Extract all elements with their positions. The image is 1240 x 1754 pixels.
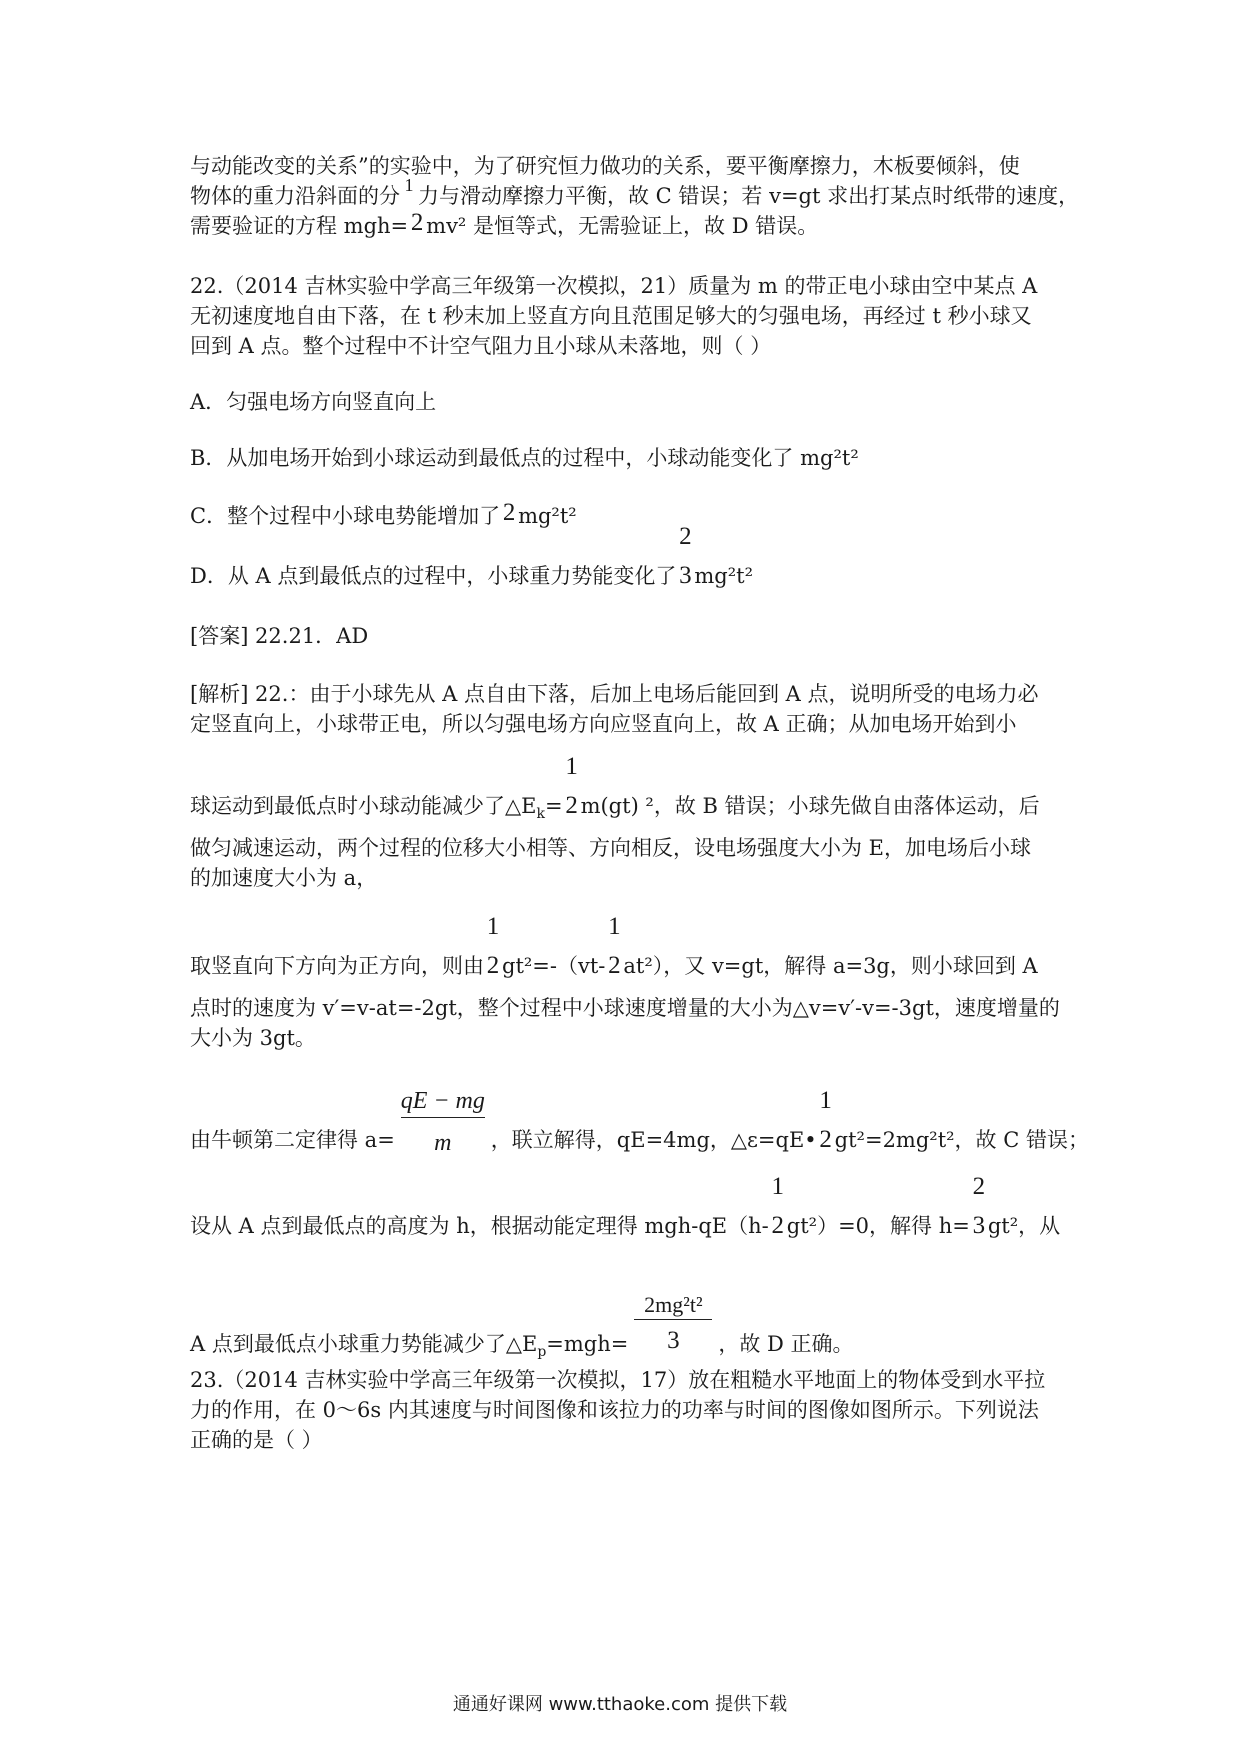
analysis-line-11: A 点到最低点小球重力势能减少了$\triangle E_p=mgh=$ $\frac{\text{2mg²t²}}{3}$ ，故 D 正确。 [190, 1292, 854, 1361]
page-footer: 通通好课网 www.tthaoke.com 提供下载 [452, 1694, 788, 1715]
option-c: C．整个过程中小球电势能增加了 2 mg²t² [190, 499, 577, 528]
analysis-line-2: 定竖直向上，小球带正电，所以匀强电场方向应竖直向上，故 A 正确；从加电场开始到小 [190, 712, 1017, 736]
fraction-c: 2 [502, 499, 516, 526]
question-22-line-3: 回到 A 点。整个过程中不计空气阻力且小球从未落地，则（ ） [190, 334, 772, 358]
fraction-half-4: 1 2 [771, 1173, 785, 1239]
fraction-half-denominator: 2 [410, 209, 424, 236]
question-23-line-2: 力的作用，在 0～6s 内其速度与时间图像和该拉力的功率与时间的图像如图所示。下列说法 [190, 1398, 1039, 1422]
analysis-line-3: 球运动到最低点时小球动能减少了$\triangle E_k=$ 1 2 m(gt) ²，故 B 错误；小球先做自由落体运动，后 [190, 753, 1040, 823]
question-23-line-1: 23.（2014 吉林实验中学高三年级第一次模拟，17）放在粗糙水平地面上的物体受到水平拉 [190, 1368, 1046, 1392]
answer-line: [答案] 22.21．AD [190, 624, 369, 648]
analysis-line-5: 的加速度大小为 a， [190, 866, 378, 890]
fraction-half-1: 1 2 [486, 913, 500, 979]
question-22-line-1: 22.（2014 吉林实验中学高三年级第一次模拟，21）质量为 m 的带正电小球由空中某点 A [190, 274, 1038, 298]
analysis-line-6: 取竖直向下方向为正方向，则由 1 2 gt²=-（vt- 1 2 at²），又 v=gt，解得 a=3g，则小球回到 A [190, 913, 1038, 979]
intro-line-1: 与动能改变的关系”的实验中，为了研究恒力做功的关系，要平衡摩擦力，木板要倾斜，使 [190, 154, 1020, 178]
analysis-line-4: 做匀减速运动，两个过程的位移大小相等、方向相反，设电场强度大小为 E，加电场后小球 [190, 836, 1032, 860]
analysis-line-9: 由牛顿第二定律得 a= $\frac{qE - mg}{m}$ ，联立解得，qE=4mg，△ε=qE• 1 2 gt²=2mg²t²，故 C 错误； [190, 1087, 1089, 1156]
fraction-two-thirds-2: 2 3 [972, 1173, 986, 1239]
fraction-2mg2t2-over-3: $\frac{\text{2mg²t²}}{3}$ [628, 1331, 718, 1351]
question-22-line-2: 无初速度地自由下落，在 t 秒末加上竖直方向且范围足够大的匀强电场，再经过 t 秒小球又 [190, 304, 1032, 328]
analysis-line-8: 大小为 3gt。 [190, 1026, 316, 1050]
fraction-two-thirds: 2 3 [679, 523, 692, 589]
intro-line-3: 需要验证的方程 mgh= 2 mv² 是恒等式，无需验证上，故 D 错误。 [190, 209, 819, 238]
fraction-qe-mg-over-m: $\frac{qE - mg}{m}$ [400, 1088, 485, 1156]
fraction-half: 1 [404, 175, 414, 195]
option-b: B．从加电场开始到小球运动到最低点的过程中，小球动能变化了 mg²t² [190, 446, 859, 470]
fraction-half-ek: 1 2 [565, 753, 578, 819]
analysis-line-1: [解析] 22.：由于小球先从 A 点自由下落，后加上电场后能回到 A 点，说明所受的电场力必 [190, 682, 1039, 706]
option-d: D．从 A 点到最低点的过程中，小球重力势能变化了 2 3 mg²t² [190, 523, 753, 589]
analysis-line-10: 设从 A 点到最低点的高度为 h，根据动能定理得 mgh-qE（h- 1 2 gt²）=0，解得 h= 2 3 gt²，从 [190, 1173, 1061, 1239]
option-a: A．匀强电场方向竖直向上 [190, 390, 437, 414]
intro-line-2: 物体的重力沿斜面的分 1 力与滑动摩擦力平衡，故 C 错误；若 v=gt 求出打某点时纸带的速度， [190, 175, 1080, 208]
question-23-line-3: 正确的是（ ） [190, 1428, 323, 1452]
fraction-half-3: 1 2 [819, 1087, 832, 1153]
fraction-half-2: 1 2 [608, 913, 621, 979]
analysis-line-7: 点时的速度为 v′=v-at=-2gt，整个过程中小球速度增量的大小为△v=v′-v=-3gt，速度增量的 [190, 996, 1060, 1020]
